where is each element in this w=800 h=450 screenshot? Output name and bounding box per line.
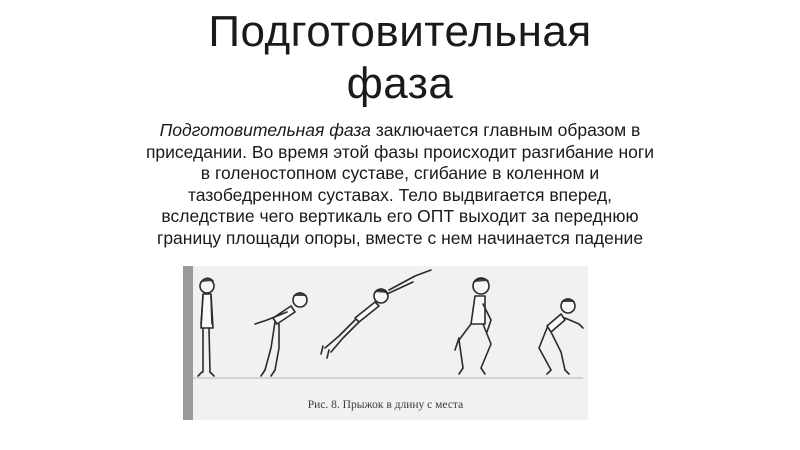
- scan-edge: [183, 266, 193, 420]
- slide-title: [0, 6, 800, 110]
- jump-phases-drawing: [183, 266, 588, 420]
- figure-bending: [255, 293, 307, 376]
- figure-crouching: [539, 299, 583, 374]
- figure-standing: [198, 278, 214, 376]
- body-paragraph: [140, 120, 660, 270]
- figure-caption: Рис. 8. Прыжок в длину с места: [307, 399, 464, 411]
- figure-flying: [321, 270, 431, 358]
- title-line-1: Подготовительная: [208, 7, 592, 56]
- body-italic-term: Подготовительная фаза: [159, 120, 371, 140]
- title-line-2: фаза: [346, 59, 454, 108]
- body-text: заключается главным образом в приседании. Во время этой фазы происходит разгибание ноги в голеностопном суставе, сгибание в коленном и тазобедренном суставах. Тело выдвигается вперед, вследствие чего вертикаль его ОПТ выходит за переднюю границу площади опоры, вместе с нем начинается падение: [145, 120, 655, 248]
- figure-landing: [455, 278, 491, 374]
- jump-illustration: [183, 266, 588, 420]
